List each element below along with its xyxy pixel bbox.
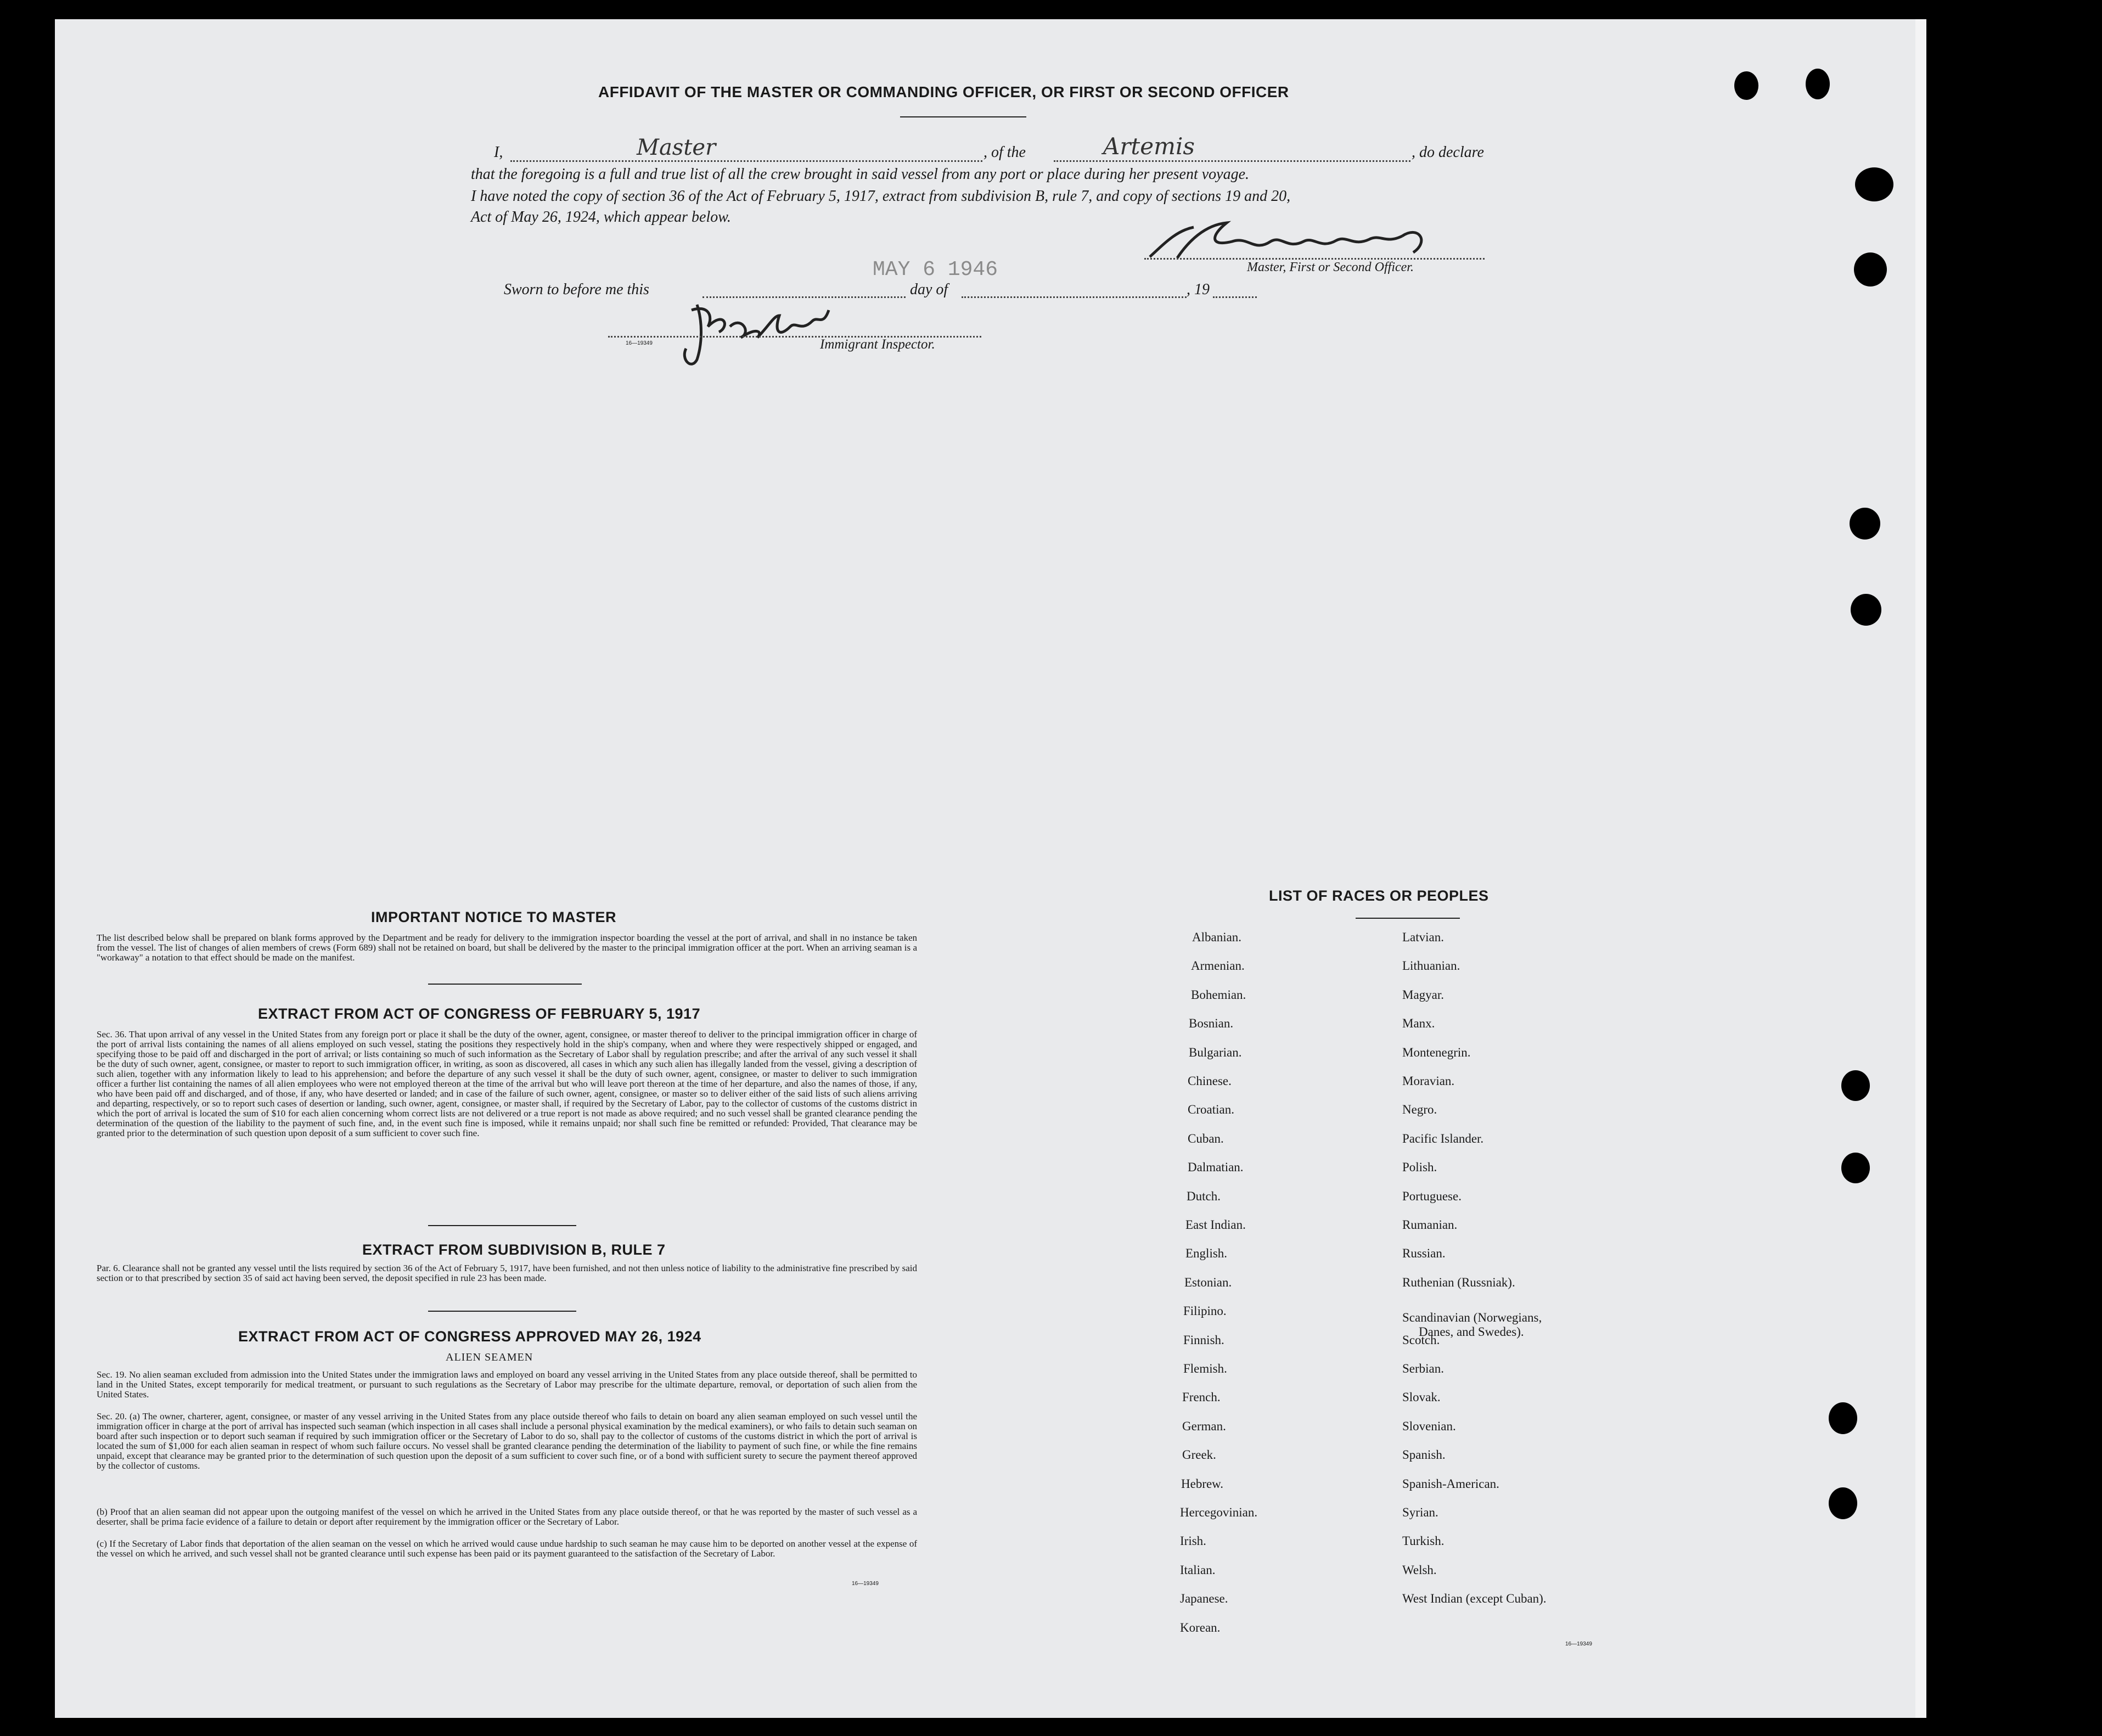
officer-signature <box>1144 220 1452 263</box>
race-item: Moravian. <box>1402 1074 1455 1088</box>
vessel-name-line <box>1054 160 1410 162</box>
race-item: Montenegrin. <box>1402 1045 1471 1059</box>
master-name-line <box>510 160 982 162</box>
subdivision-text: Par. 6. Clearance shall not be granted any vessel until the lists required by section 36 of the Act of February 5, 1917, have been furnished, and not then unless notice of liability to the administrative fine prescribed by said section or to that prescribed by section 35 of said act having been served, the deposit specified in rule 23 has been made. <box>97 1263 917 1283</box>
race-item: Finnish. <box>1183 1333 1224 1347</box>
sworn-label: Sworn to before me this <box>504 281 649 298</box>
race-item: Korean. <box>1180 1620 1221 1634</box>
race-item: English. <box>1185 1246 1228 1261</box>
punch-hole <box>1841 1153 1870 1183</box>
inspector-caption: Immigrant Inspector. <box>820 337 935 352</box>
race-item: Dalmatian. <box>1188 1160 1244 1175</box>
race-item: Albanian. <box>1192 930 1242 944</box>
extract-1924-form-number: 16—19349 <box>852 1581 879 1587</box>
vessel-name-signature: Artemis <box>1103 133 1195 160</box>
race-item: West Indian (except Cuban). <box>1402 1592 1547 1606</box>
race-item: Dutch. <box>1187 1189 1221 1203</box>
race-item: Polish. <box>1402 1160 1437 1175</box>
extract-1917-rule <box>428 1225 576 1226</box>
punch-hole <box>1851 594 1881 626</box>
of-the-label: , of the <box>983 144 1026 161</box>
race-item: Scandinavian (Norwegians, <box>1402 1311 1542 1325</box>
race-item: Japanese. <box>1180 1592 1228 1606</box>
race-item: Chinese. <box>1188 1074 1232 1088</box>
race-item: Spanish-American. <box>1402 1476 1499 1491</box>
race-item: East Indian. <box>1185 1218 1246 1232</box>
punch-hole <box>1850 508 1880 540</box>
punch-hole <box>1829 1402 1857 1434</box>
punch-hole <box>1841 1070 1870 1101</box>
extract-1924-heading: EXTRACT FROM ACT OF CONGRESS APPROVED MAY 26, 1924 <box>238 1328 701 1345</box>
race-item: Latvian. <box>1402 930 1444 944</box>
race-item: Bohemian. <box>1191 987 1246 1002</box>
punch-hole <box>1734 71 1758 100</box>
i-label: I, <box>494 144 503 161</box>
do-declare-label: , do declare <box>1412 144 1484 161</box>
race-item: Flemish. <box>1183 1362 1227 1375</box>
inspector-signature <box>664 294 840 370</box>
race-item: Welsh. <box>1402 1563 1437 1577</box>
race-item: Portuguese. <box>1402 1189 1462 1203</box>
race-item: Greek. <box>1182 1448 1216 1462</box>
race-item: Italian. <box>1180 1563 1216 1577</box>
race-item: Bosnian. <box>1189 1016 1234 1031</box>
race-item: Filipino. <box>1183 1304 1227 1318</box>
race-item: Hebrew. <box>1181 1476 1224 1491</box>
affidavit-line-4: Act of May 26, 1924, which appear below. <box>471 209 731 226</box>
affidavit-line-3: I have noted the copy of section 36 of the Act of February 5, 1917, extract from subdivision B, rule 7, and copy of sections 19 and 20, <box>471 188 1291 205</box>
notice-text: The list described below shall be prepared on blank forms approved by the Department and be ready for delivery to the immigration inspector boarding the vessel at the port of arrival, and shall in no instance be taken from the vessel. The list of changes of alien members of crews (Form 689) shall not be retained on board, but shall be delivered by the master to the principal immigration officer at the port. When an arriving seaman is a "workaway" a notation to that effect should be made on the manifest. <box>97 932 917 963</box>
title-rule <box>900 116 1026 117</box>
race-item: Slovak. <box>1402 1390 1441 1404</box>
punch-hole <box>1829 1487 1857 1519</box>
affidavit-title: AFFIDAVIT OF THE MASTER OR COMMANDING OFFICER, OR FIRST OR SECOND OFFICER <box>598 83 1289 100</box>
officer-caption: Master, First or Second Officer. <box>1247 260 1414 274</box>
race-item: Russian. <box>1402 1246 1446 1261</box>
race-item: French. <box>1182 1390 1221 1404</box>
race-item: Turkish. <box>1402 1534 1445 1548</box>
alien-seamen-subheading: ALIEN SEAMEN <box>446 1351 533 1363</box>
extract-1917-text: Sec. 36. That upon arrival of any vessel in the United States from any foreign port or place it shall be the duty of the owner, agent, consignee, or master thereof to deliver to the principal immigration officer in charge of the port of arrival lists containing the names of all aliens employed on such vessel, stating the positions they respectively hold in the ship's company, when and where they were respectively shipped or engaged, and specifying those to be paid off and discharged in the port of arrival; or lists containing so much of such information as the Secretary of Labor shall by regulation prescribe; and after the arrival of any such vessel it shall be the duty of such owner, agent, consignee, or master to report to such immigration officer, in writing, as soon as discovered, all cases in which any such alien has illegally landed from the vessel, giving a description of such alien, together with any information likely to lead to his apprehension; and before the departure of any such vessel it shall be the duty of such owner, agent, consignee, or master to deliver to such immigration officer a further list containing the names of all alien employees who were not employed thereon at the time of the arrival but who will leave port thereon at the time of her departure, and also the names of those, if any, who have been paid off and discharged, and of those, if any, who have deserted or landed; and in case of the failure of such owner, agent, consignee, or master so to deliver either of the said lists of such aliens arriving and departing, respectively, or so to report such cases of desertion or landing, such owner, agent, consignee, or master shall, if required by the Secretary of Labor, pay to the collector of customs of the customs district in which the port of arrival is located the sum of $10 for each alien concerning whom correct lists are not delivered or a true report is not made as above required; and no such vessel shall be granted clearance pending the determination of the question of the liability to the payment of such fine, and, in the event such fine is imposed, while it remains unpaid; nor shall such fine be remitted or refunded: Provided, That clearance may be granted prior to the determination of such question upon deposit of a sum sufficient to cover such fine. <box>97 1029 917 1138</box>
race-item: Spanish. <box>1402 1448 1446 1462</box>
master-name-signature: Master <box>637 135 716 160</box>
race-item: Croatian. <box>1188 1103 1234 1117</box>
race-item: German. <box>1182 1419 1226 1433</box>
races-rule <box>1356 918 1460 919</box>
page-edge <box>1915 19 1926 1718</box>
sworn-year-line <box>1213 296 1257 298</box>
notice-rule <box>428 984 582 985</box>
punch-hole <box>1854 252 1887 286</box>
affidavit-line-2: that the foregoing is a full and true list of all the crew brought in said vessel from any port or place during her present voyage. <box>471 166 1250 183</box>
sworn-month-line <box>962 296 1187 298</box>
race-item: Irish. <box>1180 1534 1206 1548</box>
race-item: Serbian. <box>1402 1362 1445 1375</box>
day-of-label: day of <box>910 281 948 298</box>
officer-signature-line <box>1144 258 1485 260</box>
subdivision-heading: EXTRACT FROM SUBDIVISION B, RULE 7 <box>362 1241 666 1258</box>
race-item: Rumanian. <box>1402 1218 1458 1232</box>
extract-1924-sec20b: (b) Proof that an alien seaman did not appear upon the outgoing manifest of the vessel on which he arrived in the United States from any place outside thereof, or that he was reported by the master of such vessel as a deserter, shall be prima facie evidence of a failure to detain or deport after requirement by the immigration officer or the Secretary of Labor. <box>97 1507 917 1527</box>
race-item: Pacific Islander. <box>1402 1131 1484 1145</box>
race-item: Hercegovinian. <box>1180 1505 1258 1519</box>
race-item: Syrian. <box>1402 1505 1438 1519</box>
race-item: Lithuanian. <box>1402 959 1460 973</box>
extract-1924-sec20a: Sec. 20. (a) The owner, charterer, agent, consignee, or master of any vessel arriving in the United States from any place outside thereof who fails to detain on board any alien seaman employed on such vessel until the immigration officer in charge at the port of arrival has inspected such seaman (which inspection in all cases shall include a personal physical examination by the medical examiners), or who fails to detain such seaman on board after such inspection or to deport such seaman if required by such immigration officer or the Secretary of Labor to do so, shall pay to the collector of customs of the customs district in which the port of arrival is located the sum of $1,000 for each alien seaman in respect of whom such failure occurs. No vessel shall be granted clearance pending the determination of the liability to payment of such fine, or while the fine remains unpaid, except that clearance may be granted prior to the determination of such question upon the deposit of a sum sufficient to cover such fine, or of a bond with sufficient surety to secure the payment thereof approved by the collector of customs. <box>97 1411 917 1471</box>
race-item: Danes, and Swedes). <box>1419 1325 1524 1339</box>
date-stamp: MAY 6 1946 <box>873 258 998 282</box>
race-item: Negro. <box>1402 1103 1437 1117</box>
race-item: Manx. <box>1402 1016 1435 1031</box>
extract-1924-sec19: Sec. 19. No alien seaman excluded from admission into the United States under the immigration laws and employed on board any vessel arriving in the United States from any place outside thereof, shall be permitted to land in the United States, except temporarily for medical treatment, or pursuant to such regulations as the Secretary of Labor may prescribe for the ultimate departure, removal, or deportation of such alien from the United States. <box>97 1369 917 1400</box>
races-form-number: 16—19349 <box>1565 1641 1592 1647</box>
punch-hole <box>1806 69 1830 99</box>
affidavit-form-number: 16—19349 <box>626 340 653 346</box>
race-item: Estonian. <box>1184 1275 1232 1289</box>
extract-1917-heading: EXTRACT FROM ACT OF CONGRESS OF FEBRUARY 5, 1917 <box>258 1005 701 1022</box>
extract-1924-sec20c: (c) If the Secretary of Labor finds that deportation of the alien seaman on the vessel on which he arrived would cause undue hardship to such seaman he may cause him to be deported on another vessel at the expense of the vessel on which he arrived, and such vessel shall not be granted clearance until such expense has been paid or its payment guaranteed to the satisfaction of the Secretary of Labor. <box>97 1538 917 1559</box>
race-item: Cuban. <box>1188 1131 1224 1145</box>
year-label: , 19 <box>1187 281 1210 298</box>
race-item: Slovenian. <box>1402 1419 1456 1433</box>
races-heading: LIST OF RACES OR PEOPLES <box>1269 887 1489 904</box>
race-item: Ruthenian (Russniak). <box>1402 1275 1515 1289</box>
race-item: Magyar. <box>1402 987 1445 1002</box>
subdivision-rule <box>428 1311 576 1312</box>
race-item: Scotch. <box>1402 1333 1440 1347</box>
notice-heading: IMPORTANT NOTICE TO MASTER <box>371 909 616 925</box>
race-item: Armenian. <box>1191 959 1245 973</box>
punch-hole <box>1855 167 1893 201</box>
race-item: Bulgarian. <box>1189 1045 1242 1059</box>
